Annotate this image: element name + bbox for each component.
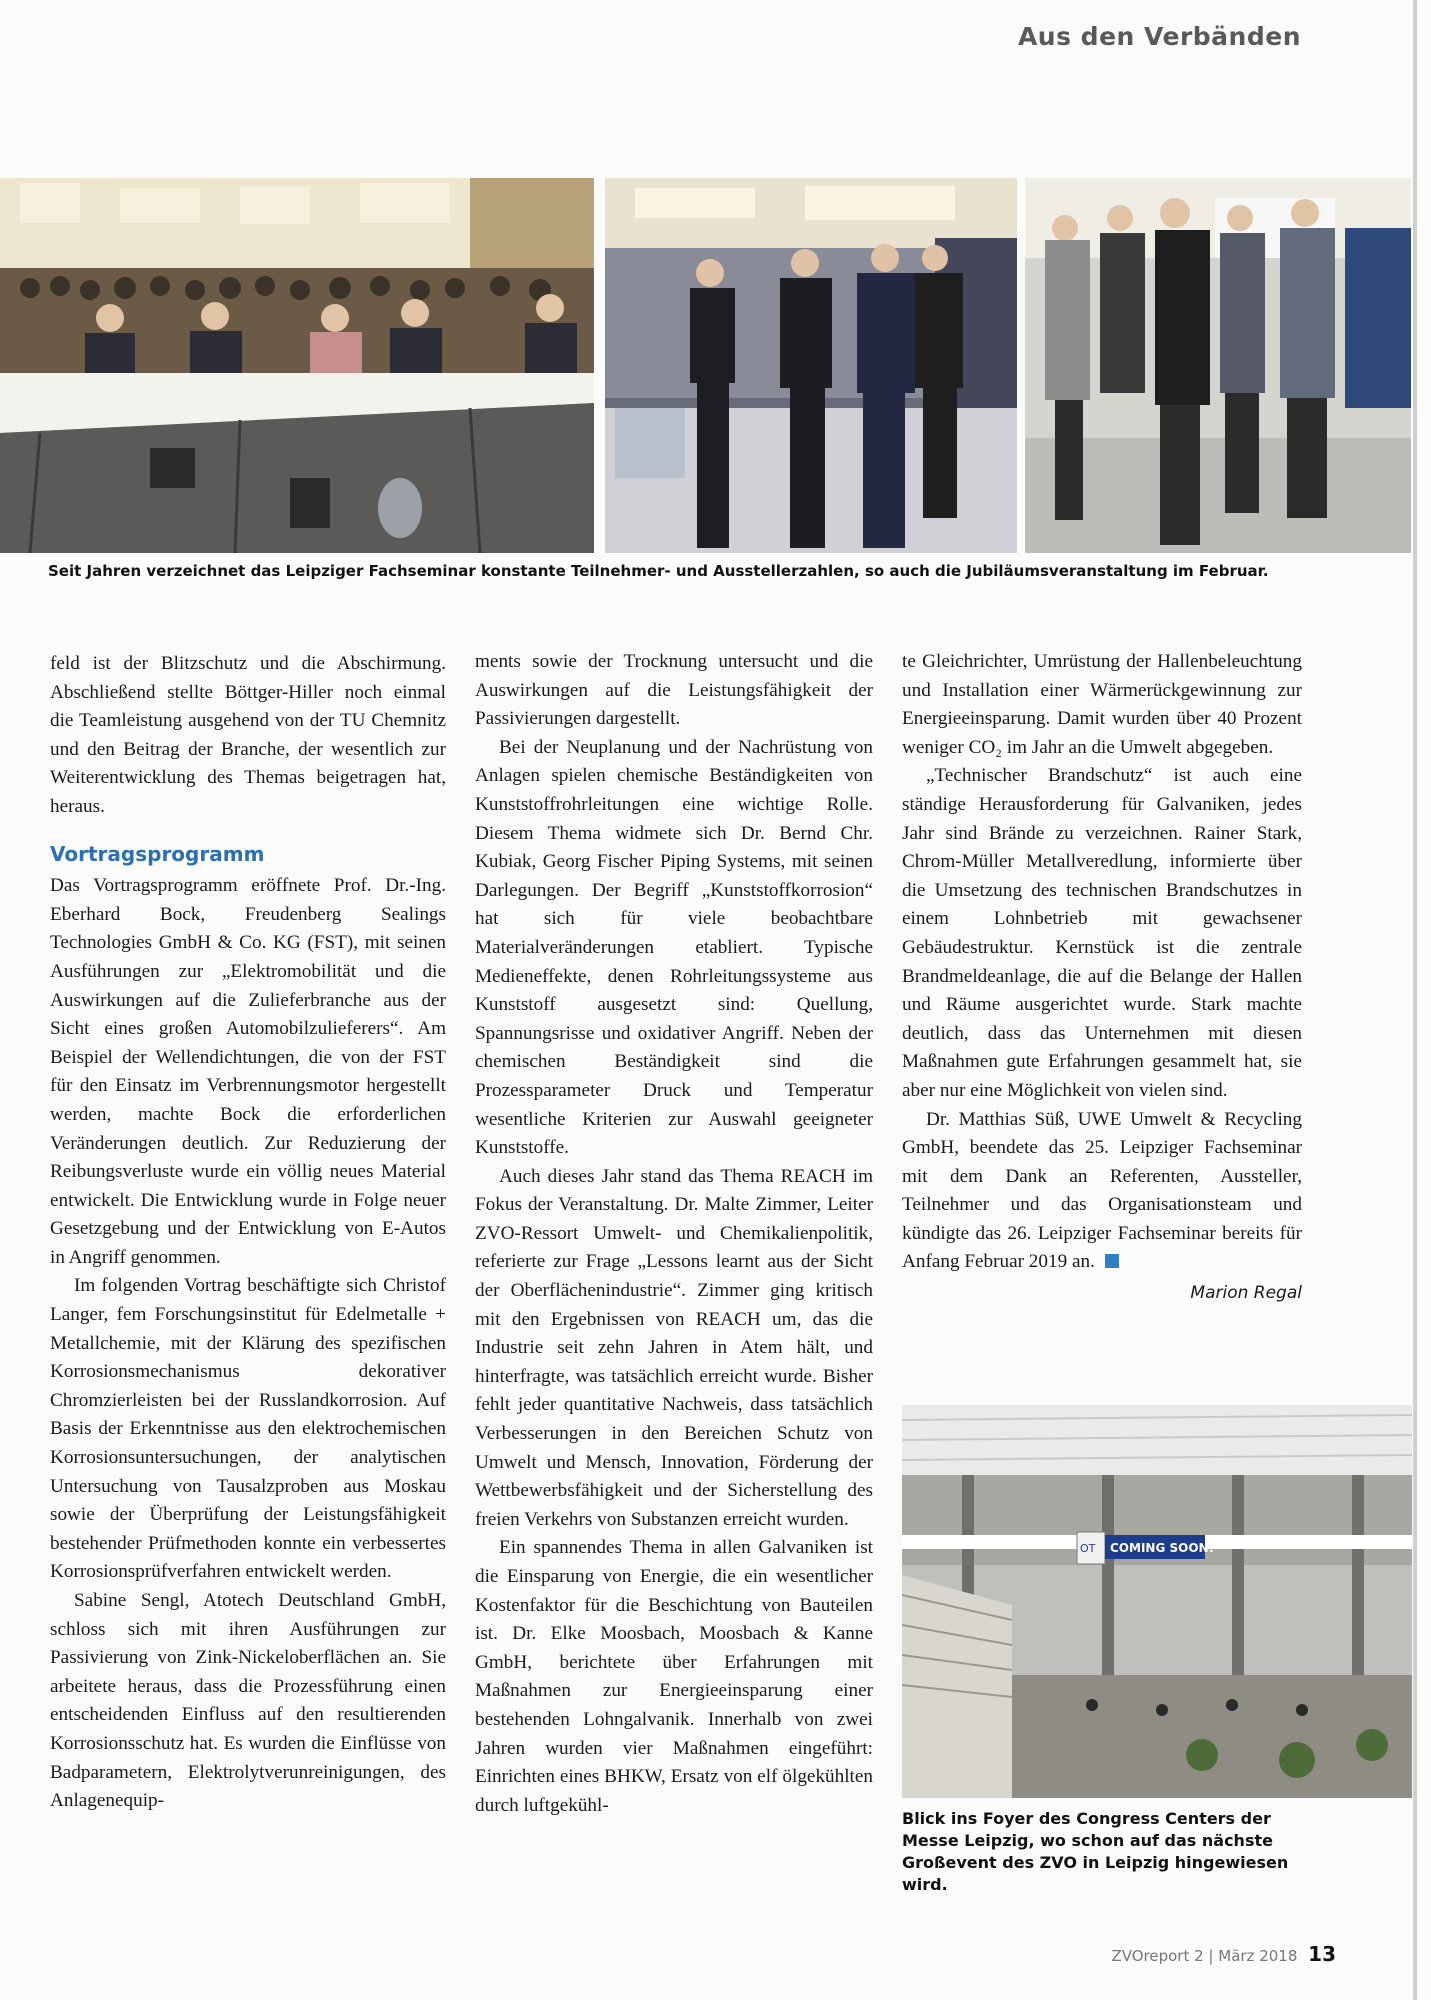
article-column-3 bbox=[902, 648, 1302, 1308]
page-number: 13 bbox=[1308, 1942, 1336, 1966]
paragraph-text: Dr. Matthias Süß, UWE Umwelt & Recycling GmbH, beendete das 25. Leipziger Fachseminar mit dem Dank an Referenten, Aussteller, Teilnehmer und das Organisationsteam und kündigte das 26. Leipziger Fachseminar bereits für Anfang Februar 2019 an. bbox=[902, 1108, 1302, 1273]
paragraph: ments sowie der Trocknung untersucht und die Auswirkungen auf die Leistungsfähigkeit der Passivierungen dargestellt. bbox=[475, 651, 873, 730]
article-column-2 bbox=[475, 648, 873, 1820]
paragraph: te Gleichrichter, Umrüstung der Hallenbeleuchtung und Installation einer Wärmerückgewinnung zur Energieeinsparung. Damit wurden über 40 Prozent weniger CO₂ im Jahr an die Umwelt abgegeben. bbox=[902, 651, 1302, 758]
top-photo-caption: Seit Jahren verzeichnet das Leipziger Fachseminar konstante Teilnehmer- und Ausstellerzahlen, so auch die Jubiläumsveranstaltung im Februar. bbox=[48, 562, 1269, 580]
photo-exhibitors bbox=[605, 178, 1017, 553]
paragraph: Sabine Sengl, Atotech Deutschland GmbH, schloss sich mit ihren Ausführungen zur Passivierung von Zink-Nickeloberflächen an. Sie arbeitete heraus, dass die Prozessführung einen entscheidenden Einfluss auf den resultierenden Korrosionsschutz hat. Es wurden die Einflüsse von Badparametern, Elektrolytverunreinigungen, des Anlagenequip- bbox=[50, 1590, 446, 1812]
paragraph: Ein spannendes Thema in allen Galvaniken ist die Einsparung von Energie, die ein wesentlicher Kostenfaktor für die Beschichtung von Bauteilen ist. Dr. Elke Moosbach, Moosbach & Kanne GmbH, berichtete über Erfahrungen mit Maßnahmen zur Energieeinsparung einer bestehenden Lohngalvanik. Innerhalb von zwei Jahren wurden vier Maßnahmen eingeführt: Einrichten eines BHKW, Ersatz von elf ölgekühlten durch luftgekühl- bbox=[475, 1537, 873, 1816]
foyer-photo-caption: Blick ins Foyer des Congress Centers der Messe Leipzig, wo schon auf das nächste Großevent des ZVO in Leipzig hingewiesen wird. bbox=[902, 1809, 1289, 1894]
banner-ot-text: OT bbox=[1080, 1542, 1096, 1555]
photo-seminar-audience bbox=[0, 178, 594, 553]
article-column-1 bbox=[50, 650, 446, 1816]
page-edge bbox=[1413, 0, 1417, 2000]
paragraph: feld ist der Blitzschutz und die Abschirmung. Abschließend stellte Böttger-Hiller noch einmal die Teamleistung ausgehend von der TU Chemnitz und den Beitrag der Branche, der wesentlich zur Weiterentwicklung des Themas beigetragen hat, heraus. bbox=[50, 653, 446, 817]
paragraph: Bei der Neuplanung und der Nachrüstung von Anlagen spielen chemische Beständigkeiten von Kunststoffrohrleitungen eine wichtige Rolle. Diesem Thema widmete sich Dr. Bernd Chr. Kubiak, Georg Fischer Piping Systems, mit seinen Darlegungen. Der Begriff „Kunststoffkorrosion“ hat sich für viele beobachtbare Materialveränderungen etabliert. Typische Medieneffekte, denen Rohrleitungssysteme aus Kunststoff ausgesetzt sind: Quellung, Spannungsrisse und oxidativer Angriff. Neben der chemischen Beständigkeit sind die Prozessparameter Druck und Temperatur wesentliche Kriterien zur Auswahl geeigneter Kunststoffe. bbox=[475, 736, 873, 1159]
issue-info: ZVOreport 2 | März 2018 bbox=[1111, 1947, 1298, 1965]
photo-guests bbox=[1025, 178, 1411, 553]
author-byline: Marion Regal bbox=[1190, 1283, 1302, 1304]
end-of-article-square-icon bbox=[1105, 1254, 1119, 1268]
paragraph: „Technischer Brandschutz“ ist auch eine ständige Herausforderung für Galvaniken, jedes Jahr sind Brände zu verzeichnen. Rainer Stark, Chrom-Müller Metallveredlung, informierte über die Umsetzung des technischen Brandschutzes in einem Lohnbetrieb mit gewachsener Gebäudestruktur. Kernstück ist die zentrale Brandmeldeanlage, die auf die Belange der Hallen und Räume ausgerichtet wurde. Stark machte deutlich, dass das Unternehmen mit diesen Maßnahmen gute Erfahrungen gesammelt hat, sie aber nur eine Möglichkeit von vielen sind. bbox=[902, 765, 1302, 1101]
paragraph-final bbox=[902, 1106, 1302, 1278]
section-title: Aus den Verbänden bbox=[1017, 22, 1301, 51]
paragraph: Auch dieses Jahr stand das Thema REACH im Fokus der Veranstaltung. Dr. Malte Zimmer, Leiter ZVO-Ressort Umwelt- und Chemikalienpolitik, referierte zur Frage „Lessons learnt aus der Sicht der Oberflächenindustrie“. Zimmer ging kritisch mit den Ergebnissen von REACH um, das die Industrie seit zehn Jahren in Atem hält, und hinterfragte, was tatsächlich erreicht wurde. Bisher fehlt jeder quantitative Nachweis, dass tatsächlich Verbesserungen in den Bereichen Schutz von Umwelt und Mensch, Innovation, Förderung der Wettbewerbsfähigkeit und der Sicherstellung des freien Verkehrs von Substanzen erreicht wurden. bbox=[475, 1165, 873, 1530]
photo-congress-foyer bbox=[902, 1405, 1412, 1798]
paragraph: Das Vortragsprogramm eröffnete Prof. Dr.-Ing. Eberhard Bock, Freudenberg Sealings Technologies GmbH & Co. KG (FST), mit seinen Ausführungen zur „Elektromobilität und die Auswirkungen auf die Zulieferbranche aus der Sicht eines großen Automobilzulieferers“. Am Beispiel der Wellendichtungen, die von der FST für den Einsatz im Verbrennungsmotor hergestellt werden, machte Bock die erforderlichen Veränderungen deutlich. Zur Reduzierung der Reibungsverluste wurde ein völlig neues Material entwickelt. Die Entwicklung wurde in Folge neuer Gesetzgebung und der Entwicklung von E-Autos in Angriff genommen. bbox=[50, 875, 446, 1268]
banner-coming-soon-text: COMING SOON! bbox=[1110, 1541, 1215, 1555]
subheading-vortragsprogramm: Vortragsprogramm bbox=[50, 841, 265, 866]
paragraph: Im folgenden Vortrag beschäftigte sich Christof Langer, fem Forschungsinstitut für Edelmetalle + Metallchemie, mit der Klärung des spezifischen Korrosionsmechanismus dekorativer Chromzierleisten bei der Russlandkorrosion. Auf Basis der Erkenntnisse aus den elektrochemischen Korrosionsuntersuchungen, der analytischen Untersuchung von Tausalzproben aus Moskau sowie der Überprüfung der Leistungsfähigkeit bestehender Prüfmethoden konnte ein verbessertes Korrosionsprüfverfahren entwickelt werden. bbox=[50, 1275, 446, 1583]
page-footer bbox=[1111, 1942, 1336, 1966]
